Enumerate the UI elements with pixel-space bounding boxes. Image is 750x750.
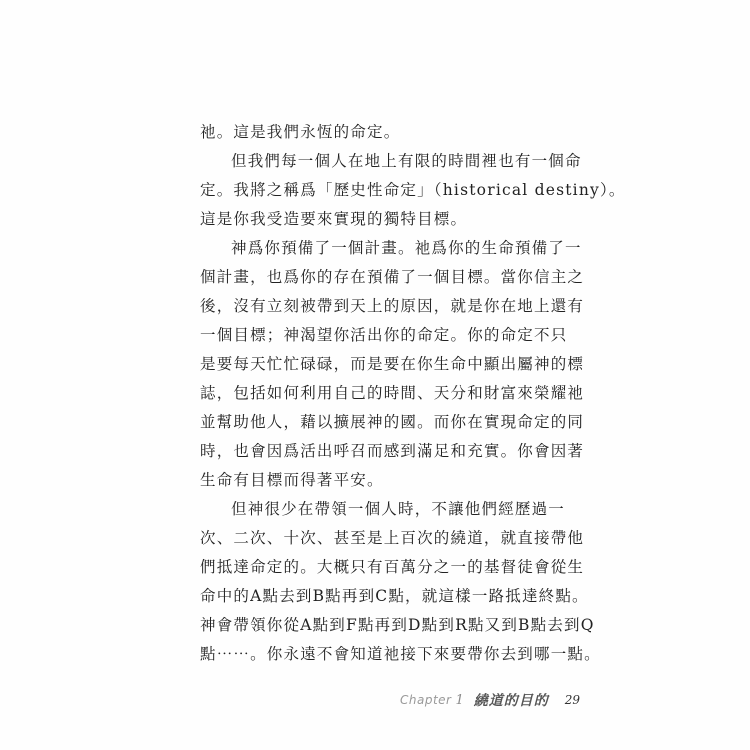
text-line: 後，沒有立刻被帶到天上的原因，就是你在地上還有 [200, 297, 585, 315]
page-footer [400, 690, 580, 710]
text-line: 這是你我受造要來實現的獨特目標。 [200, 210, 468, 228]
text-line: 但我們每一個人在地上有限的時間裡也有一個命 [231, 152, 582, 170]
text-line: 誌，包括如何利用自己的時間、天分和財富來榮耀祂 [200, 384, 585, 402]
text-line: 時，也會因爲活出呼召而感到滿足和充實。你會因著 [200, 442, 585, 460]
text-line: 生命有目標而得著平安。 [200, 471, 384, 489]
text-line: 定。我將之稱爲「歷史性命定」（historical destiny）。 [200, 181, 626, 199]
text-line: 命中的A點去到B點再到C點，就這樣一路抵達終點。 [200, 587, 589, 605]
text-line: 個計畫，也爲你的存在預備了一個目標。當你信主之 [200, 268, 585, 286]
chapter-label: Chapter [400, 693, 452, 707]
body-text [200, 118, 626, 669]
text-line: 神爲你預備了一個計畫。祂爲你的生命預備了一 [231, 239, 582, 257]
text-line: 但神很少在帶領一個人時，不讓他們經歷過一 [231, 500, 566, 518]
chapter-title: 繞道的目的 [473, 693, 549, 709]
text-line: 一個目標；神渴望你活出你的命定。你的命定不只 [200, 326, 568, 344]
text-line: 神會帶領你從A點到F點再到D點到R點又到B點去到Q [200, 616, 595, 634]
text-line: 們抵達命定的。大概只有百萬分之一的基督徒會從生 [200, 558, 585, 576]
text-line: 是要每天忙忙碌碌，而是要在你生命中顯出屬神的標 [200, 355, 585, 373]
text-line: 祂。這是我們永恆的命定。 [200, 123, 401, 141]
chapter-number: 1 [455, 692, 464, 708]
text-line: 次、二次、十次、甚至是上百次的繞道，就直接帶他 [200, 529, 585, 547]
text-line: 點⋯⋯。你永遠不會知道祂接下來要帶你去到哪一點。 [200, 645, 601, 663]
page-number: 29 [564, 693, 581, 707]
text-line: 並幫助他人，藉以擴展神的國。而你在實現命定的同 [200, 413, 585, 431]
